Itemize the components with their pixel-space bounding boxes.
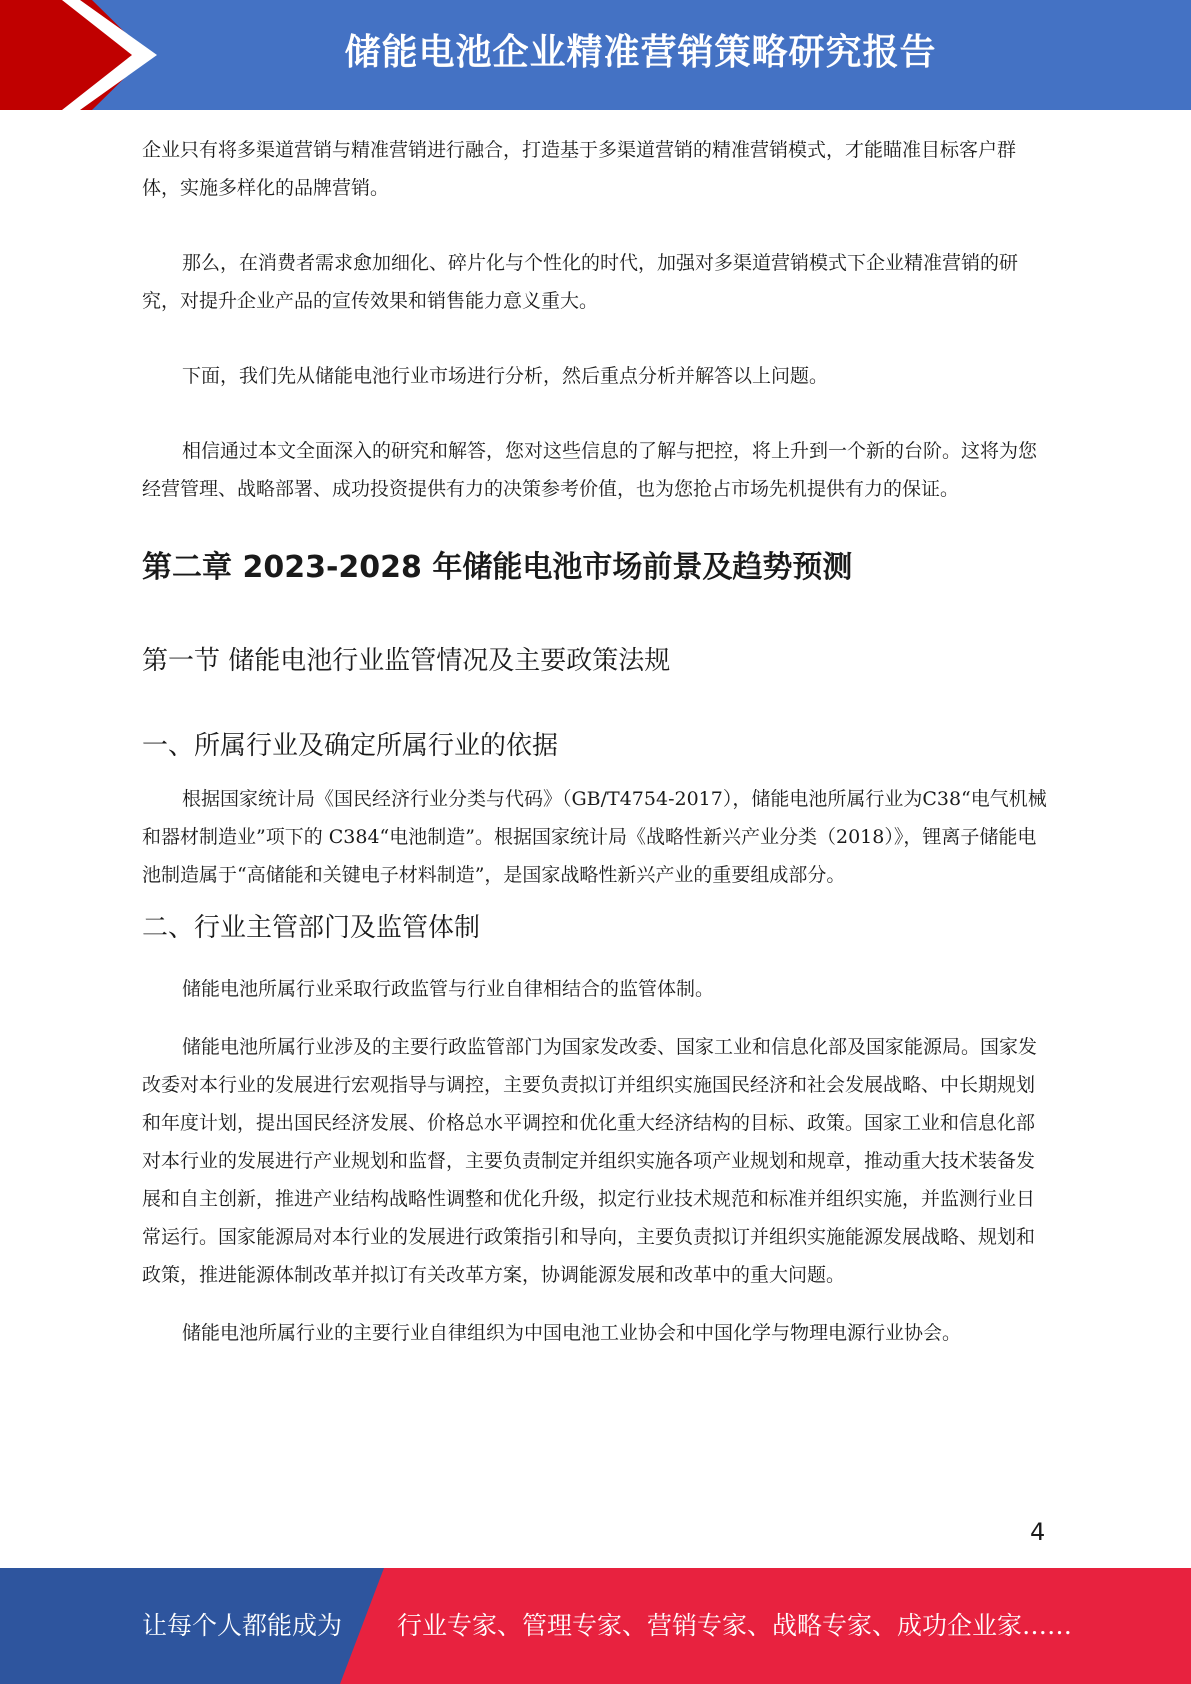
document-body: [142, 131, 1047, 1352]
report-title: 储能电池企业精准营销策略研究报告: [344, 32, 937, 73]
intro-paragraph-4: 相信通过本文全面深入的研究和解答，您对这些信息的了解与把控，将上升到一个新的台阶。这将为您经营管理、战略部署、成功投资提供有力的决策参考价值，也为您抢占市场先机提供有力的保证。: [142, 440, 1038, 500]
page-footer: [0, 1568, 1191, 1684]
subsection-2-paragraph-1: 储能电池所属行业采取行政监管与行业自律相结合的监管体制。: [182, 978, 715, 1000]
subsection-2-paragraph-2: 储能电池所属行业涉及的主要行政监管部门为国家发改委、国家工业和信息化部及国家能源局。国家发改委对本行业的发展进行宏观指导与调控，主要负责拟订并组织实施国民经济和社会发展战略、中长期规划和年度计划，提出国民经济发展、价格总水平调控和优化重大经济结构的目标、政策。国家工业和信息化部对本行业的发展进行产业规划和监督，主要负责制定并组织实施各项产业规划和规章，推动重大技术装备发展和自主创新，推进产业结构战略性调整和优化升级，拟定行业技术规范和标准并组织实施，并监测行业日常运行。国家能源局对本行业的发展进行政策指引和导向，主要负责拟订并组织实施能源发展战略、规划和政策，推进能源体制改革并拟订有关改革方案，协调能源发展和改革中的重大问题。: [142, 1036, 1038, 1286]
intro-paragraph-3: 下面，我们先从储能电池行业市场进行分析，然后重点分析并解答以上问题。: [182, 365, 829, 387]
page-header: [0, 0, 1191, 110]
subsection-heading-2: 二、行业主管部门及监管体制: [142, 913, 481, 943]
subsection-2-paragraph-3: 储能电池所属行业的主要行业自律组织为中国电池工业协会和中国化学与物理电源行业协会。: [182, 1322, 962, 1344]
footer-slogan-left: 让每个人都能成为: [142, 1611, 343, 1640]
footer-slogan-right: 行业专家、管理专家、营销专家、战略专家、成功企业家……: [397, 1611, 1073, 1640]
section-heading: 第一节 储能电池行业监管情况及主要政策法规: [142, 646, 671, 676]
intro-paragraph-1: 企业只有将多渠道营销与精准营销进行融合，打造基于多渠道营销的精准营销模式，才能瞄准目标客户群体，实施多样化的品牌营销。: [142, 139, 1017, 199]
subsection-1-paragraph: 根据国家统计局《国民经济行业分类与代码》（GB/T4754-2017），储能电池所属行业为C38“电气机械和器材制造业”项下的 C384“电池制造”。根据国家统计局《战略性新兴产业分类（2018）》，锂离子储能电池制造属于“高储能和关键电子材料制造”，是国家战略性新兴产业的重要组成部分。: [142, 788, 1047, 886]
intro-paragraph-2: 那么，在消费者需求愈加细化、碎片化与个性化的时代，加强对多渠道营销模式下企业精准营销的研究，对提升企业产品的宣传效果和销售能力意义重大。: [142, 252, 1019, 312]
page-number: 4: [1030, 1518, 1046, 1546]
chapter-heading: 第二章 2023-2028 年储能电池市场前景及趋势预测: [142, 550, 853, 585]
subsection-heading-1: 一、所属行业及确定所属行业的依据: [142, 731, 559, 761]
